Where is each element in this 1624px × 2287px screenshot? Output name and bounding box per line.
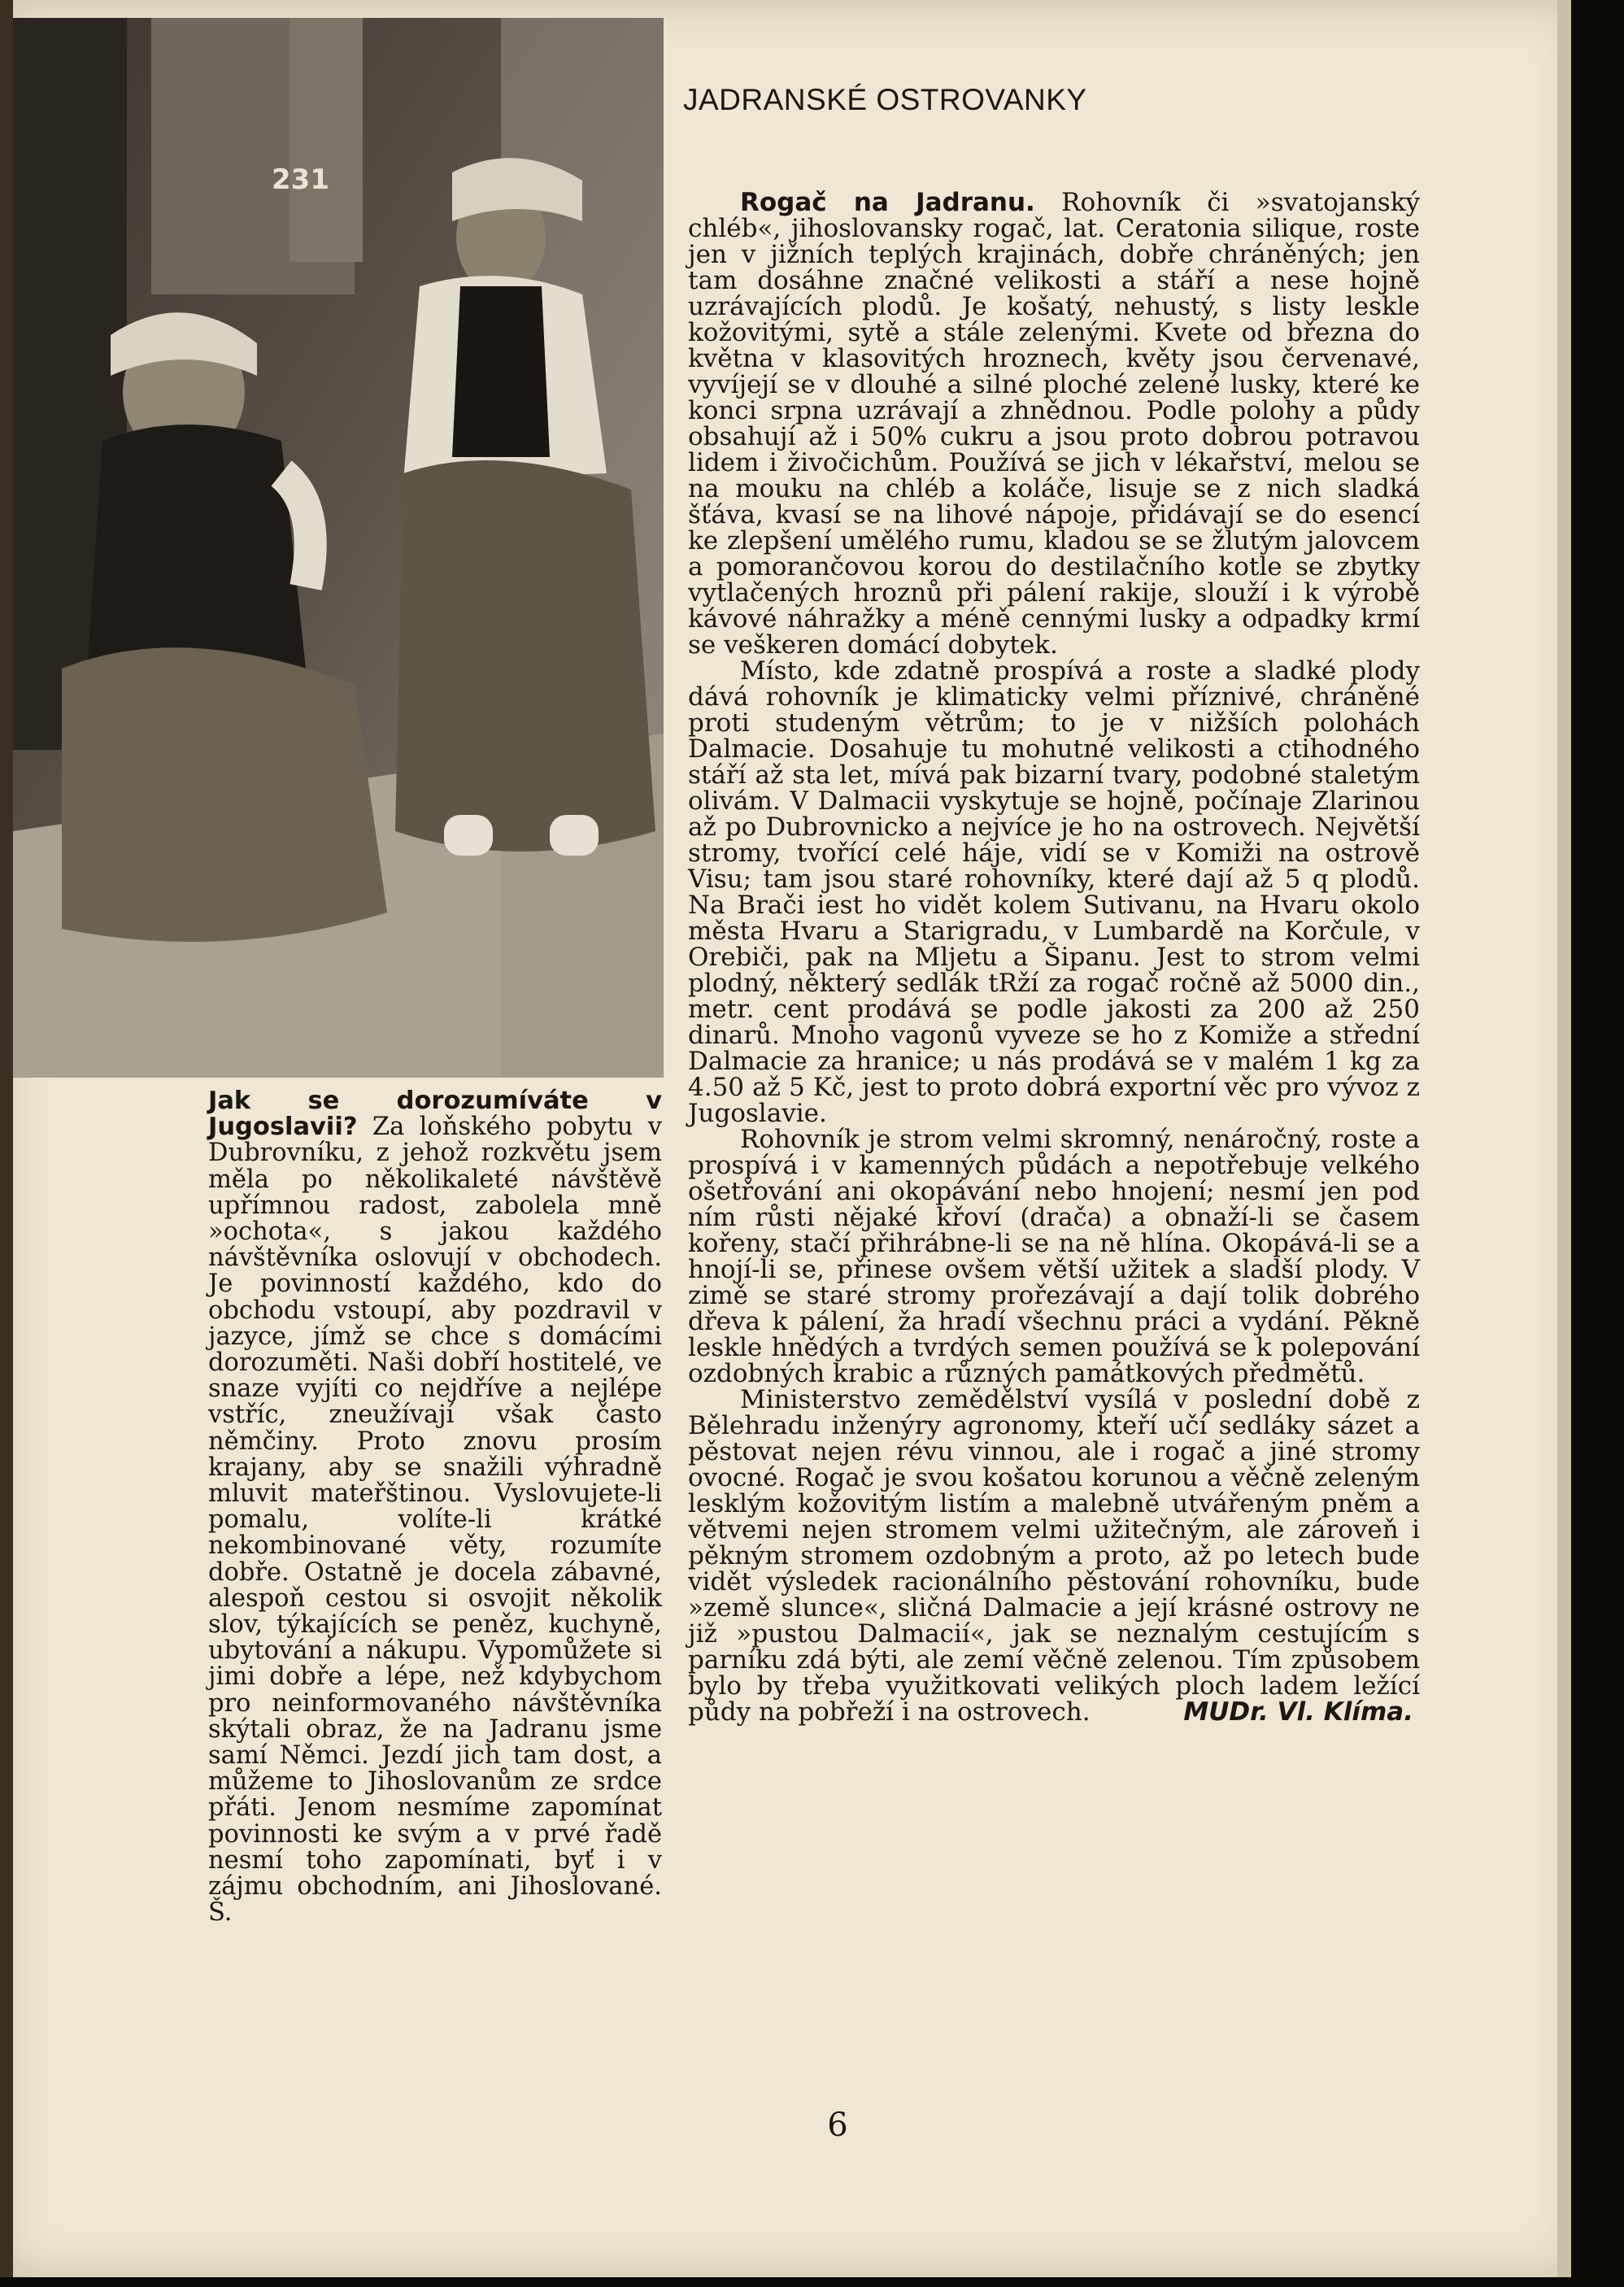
page-header: JADRANSKÉ OSTROVANKY [683,83,1087,116]
left-paragraph [208,1088,662,1927]
author-signature: MUDr. Vl. Klíma. [1183,1697,1413,1727]
article-communication [208,1088,662,1927]
scan-background-bottom [0,2277,1624,2287]
paragraph-4: Ministerstvo zemědělství vysílá v poslední době z Bělehradu inženýry agronomy, kteří učí sedláky sázet a pěstovat nejen révu vinnou, ale i rogač a jiné stromy ovocné. Rogač je svou košatou korunou a věčně zeleným lesklým kožovitým listím a malebně utvářeným pněm a větvemi nejen stromem velmi užitečným, ale zároveň i pěkným stromem ozdobným a proto, až po letech bude vidět výsledek racionálního pěstování rohovníku, bude »země slunce«, sličná Dalmacie a její krásné ostrovy ne již »pustou Dalmacií«, jak se neznalým cestujícím s parníku zdá býti, ale zemí věčně zelenou. Tím způsobem bylo by třeba využitkovati velikých ploch ladem ležící půdy na pobřeží i na ostrovech. [688,1385,1420,1727]
scan-background-right [1571,0,1624,2287]
left-article-text: Za loňského pobytu v Dubrovníku, z jehož rozkvětu jsem měla po několikaleté návštěvě upřímnou radost, zabolela mně »ochota«, s jakou každého návštěvníka oslovují v obchodech. Je povinností každého, kdo do obchodu vstoupí, aby pozdravil v jazyce, jímž se chce s domácími dorozuměti. Naši dobří hostitelé, ve snaze vyjíti co nejdříve a nejlépe vstříc, zneužívají však často němčiny. Proto znovu prosím krajany, aby se snažili výhradně mluvit mateřštinou. Vyslovujete-li pomalu, volíte-li krátké nekombinované věty, rozumíte dobře. Ostatně je docela zábavné, alespoň cestou si osvojit několik slov, týkajících se peněz, kuchyně, ubytování a nákupu. Vypomůžete si jimi dobře a lépe, než kdybychom pro neinformovaného návštěvníka skýtali obraz, že na Jadranu jsme samí Němci. Jezdí jich tam dost, a můžeme to Jihoslovanům ze srdce přáti. Jenom nesmíme zapomínat povinnosti ke svým a v prvé řadě nesmí toho zapomínati, byť i v zájmu obchodním, ani Jihoslované. Š. [208,1113,662,1928]
photograph-two-women [13,18,664,1078]
article-title: Rogač na Jadranu. [740,188,1035,217]
left-article-title: Jak se dorozumíváte v Jugoslavii? [208,1087,662,1142]
paragraph-1-text: Rohovník či »svatojanský chléb«, jihoslovansky rogač, lat. Ceratonia silique, roste jen v jižních teplých krajinách, dobře chráněných; jen tam dosáhne značné velikosti a stáří a nese hojně uzrávajících plodů. Je košatý, nehustý, s listy leskle kožovitými, sytě a stále zelenými. Kvete od března do května v klasovitých hroznech, květy jsou červenavé, vyvíjejí se v dlouhé a silné ploché zelené lusky, které ke konci srpna uzrávají a zhnědnou. Podle polohy a půdy obsahují až i 50% cukru a jsou proto dobrou potravou lidem i živočichům. Používá se jich v lékařství, melou se na mouku na chléb a koláče, lisuje se z nich sladká šťáva, kvasí se na lihové nápoje, přidávají se do esencí ke zlepšení umělého rumu, kladou se se žlutým jalovcem a pomorančovou korou do destilačního kotle se zbytky vytlačených hroznů při pálení rakije, slouží i k výrobě kávové náhražky a méně cennými lusky a odpadky krmí se veškeren domácí dobytek. [688,188,1421,660]
page-edge-left [0,0,13,2287]
house-number: 231 [272,163,329,196]
paragraph-2: Místo, kde zdatně prospívá a roste a sladké plody dává rohovník je klimaticky velmi příznivé, chráněné proti studeným větrům; to je v nižších polohách Dalmacie. Dosahuje tu mohutné velikosti a ctihodného stáří až sta let, mívá pak bizarní tvary, podobné staletým olivám. V Dalmacii vyskytuje se hojně, počínaje Zlarinou až po Dubrovnicko a nejvíce je ho na ostrovech. Největší stromy, tvořící celé háje, vidí se v Komiži na ostrově Visu; tam jsou staré rohovníky, které dají až 5 q plodů. Na Brači iest ho vidět kolem Sutivanu, na Hvaru okolo města Hvaru a Starigradu, v Lumbardě na Korčule, v Orebiči, pak na Mljetu a Šipanu. Jest to strom velmi plodný, některý sedlák tRží za rogač ročně až 5000 din., metr. cent prodává se podle jakosti za 200 až 250 dinarů. Mnoho vagonů vyveze se ho z Komiže a střední Dalmacie za hranice; u nás prodává se v malém 1 kg za 4.50 až 5 Kč, jest to proto dobrá exportní věc pro vývoz z Jugoslavie. [688,656,1420,1128]
paragraph-3: Rohovník je strom velmi skromný, nenáročný, roste a prospívá i v kamenných půdách a nepotřebuje velkého ošetřování ani okopávání nebo hnojení; nesmí jen pod ním růsti nějaké křoví (drača) a obnaží-li se časem kořeny, stačí přihrábne-li se na ně hlína. Okopává-li se a hnojí-li se, přinese ovšem větší užitek a sladší plody. V zimě se staré stromy prořezávají a dají tolik dobrého dřeva k pálení, ža hradí všechnu práci a vydání. Pěkně leskle hnědých a tvrdých semen používá se k polepování ozdobných krabic a různých památkových předmětů. [688,1125,1420,1388]
article-carob [688,189,1420,1725]
photo-illustration [13,18,664,1078]
paragraph-1 [688,189,1420,658]
page-number: 6 [827,2106,848,2144]
